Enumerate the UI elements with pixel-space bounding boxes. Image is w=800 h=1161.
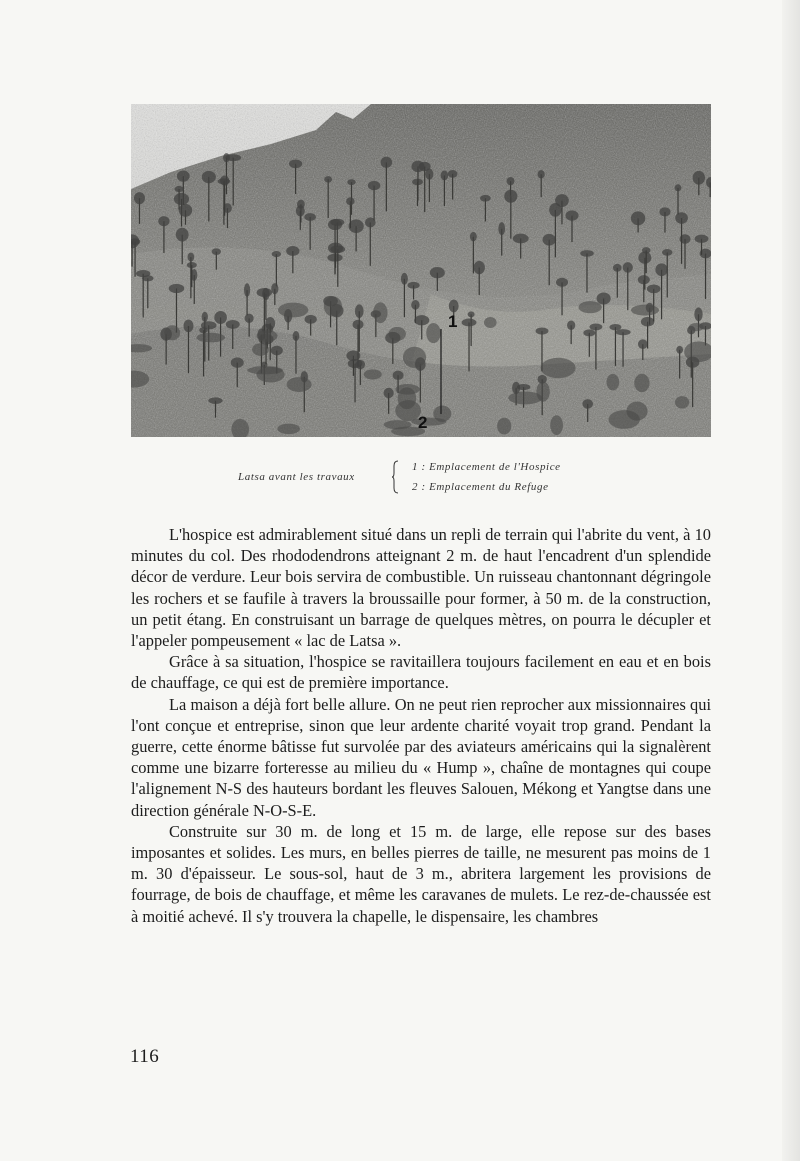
- page-edge: [782, 0, 800, 1161]
- caption-title: Latsa avant les travaux: [238, 471, 355, 483]
- mountain-photo-image: [131, 104, 711, 437]
- mountain-photo: [131, 104, 711, 437]
- photo-label-refuge: 2: [418, 413, 428, 432]
- paragraph-maison: La maison a déjà fort belle allure. On ne peut rien reprocher aux missionnaires qui l'ont conçue et entreprise, sinon que leur ardente charité voyait trop grand. Pendant la guerre, cette énorme bâtisse fut survolée par des aviateurs américains qui la signalèrent comme une bizarre forteresse au milieu du « Hump », chaîne de montagnes qui coupe l'alignement N-S des hauteurs bordant les fleuves Salouen, Mékong et Yangtse dans une direction générale N-O-S-E.: [131, 694, 711, 820]
- paragraph-ravitaillement: Grâce à sa situation, l'hospice se ravitaillera toujours facilement en eau et en bois de chauffage, ce qui est de première importance.: [131, 652, 711, 693]
- caption-item-hospice: 1 : Emplacement de l'Hospice: [412, 461, 561, 473]
- photo-caption: [0, 458, 800, 498]
- caption-item-refuge: 2 : Emplacement du Refuge: [412, 481, 549, 493]
- paragraph-situation: L'hospice est admirablement situé dans un repli de terrain qui l'abrite du vent, à 10 minutes du col. Des rhododendrons atteignant 2 m. de haut l'encadrent d'un splendide décor de verdure. Leur bois servira de combustible. Un ruisseau chantonnant dégringole les rochers et se faufile à travers la broussaille pour former, à 50 m. de la construction, un petit étang. En construisant un barrage de quelques mètres, on pourra le décupler et l'appeler pompeusement « lac de Latsa ».: [131, 525, 711, 651]
- page-number: 116: [130, 1046, 160, 1067]
- caption-brace-icon: [392, 460, 400, 494]
- body-text: [131, 524, 711, 927]
- paragraph-construction: Construite sur 30 m. de long et 15 m. de large, elle repose sur des bases imposantes et solides. Les murs, en belles pierres de taille, ne mesurent pas moins de 1 m. 30 d'épaisseur. Le sous-sol, haut de 3 m., abritera largement les provisions de fourrage, de bois de chauffage, et même les caravanes de mulets. Le rez-de-chaussée est à moitié achevé. Il s'y trouvera la chapelle, le dispensaire, les chambres: [131, 821, 711, 926]
- photo-label-hospice: 1: [448, 312, 458, 331]
